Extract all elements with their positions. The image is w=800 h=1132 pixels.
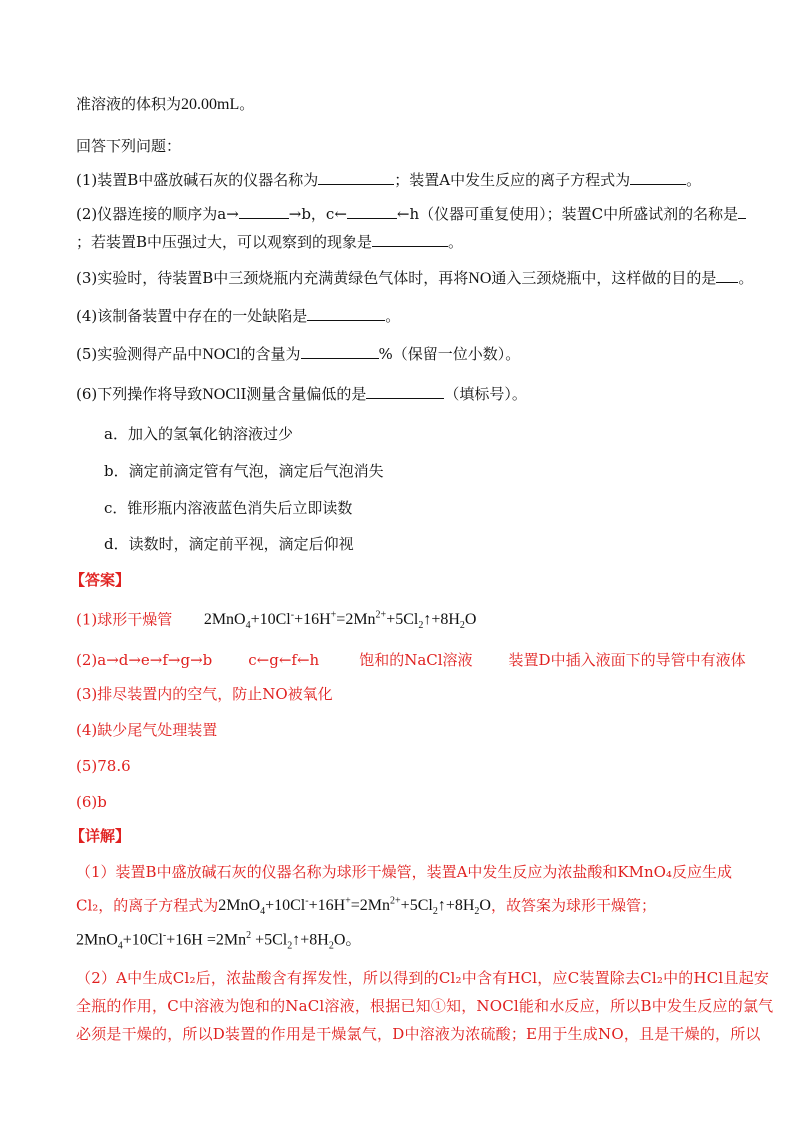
question-3 — [76, 268, 753, 289]
q4-blank[interactable] — [307, 306, 385, 321]
q5-nocl: NOCl — [202, 346, 241, 363]
q4-text-b: 。 — [385, 307, 401, 325]
answer-2-part-1: (2)a→d→e→f→g→b — [76, 651, 213, 669]
answer-4: (4)缺少尾气处理装置 — [76, 721, 218, 739]
question-1 — [76, 170, 701, 190]
answer-5: (5)78.6 — [76, 757, 131, 775]
q3-text-b: 通入三颈烧瓶中，这样做的目的是 — [491, 269, 717, 287]
answer-2-part-3: 饱和的NaCl溶液 — [359, 651, 473, 669]
volume-value: 20.00mL — [181, 96, 240, 113]
detail-p2-line-2: 全瓶的作用，C中溶液为饱和的NaCl溶液，根据已知①知，NOCl能和水反应，所以B中发生反应的氯气 — [76, 997, 774, 1015]
q1-blank-2[interactable] — [630, 170, 686, 185]
detail-heading: 【详解】 — [70, 827, 131, 845]
intro-text: 准溶液的体积为 — [76, 95, 182, 113]
detail-p2-line-3: 必须是干燥的，所以D装置的作用是干燥氯气，D中溶液为浓硫酸；E用于生成NO，且是干燥的，所以 — [76, 1025, 761, 1043]
q6-text-b: I测量含量偏低的是 — [240, 385, 367, 403]
detail-p1-line-3-equation: $2MnO_4+10Cl^-+16H =2Mn^2$ $+5Cl_2↑+8H_2O$。 — [76, 930, 362, 952]
intro-period: 。 — [239, 95, 255, 113]
q2-text-c: ←h（仪器可重复使用）；装置C中所盛试剂的名称是 — [396, 205, 739, 223]
question-2-line-1 — [76, 204, 746, 224]
q1-text-c: 。 — [686, 171, 702, 189]
q1-text-a: (1)装置B中盛放碱石灰的仪器名称为 — [76, 171, 319, 189]
option-d: d．读数时，滴定前平视，滴定后仰视 — [104, 535, 354, 553]
detail-p1-text-b: ，故答案为球形干燥管； — [490, 896, 656, 915]
q3-no: NO — [468, 270, 492, 287]
q2-blank-4[interactable] — [372, 232, 448, 247]
option-b: b．滴定前滴定管有气泡，滴定后气泡消失 — [104, 462, 384, 480]
q1-text-b: ；装置A中发生反应的离子方程式为 — [394, 171, 631, 189]
q6-nocl: NOCl — [202, 386, 241, 403]
question-6 — [76, 384, 527, 405]
answer-1-text: (1)球形干燥管 — [76, 610, 173, 629]
q2-text-e: 。 — [448, 233, 464, 251]
detail-p1-line-1: （1）装置B中盛放碱石灰的仪器名称为球形干燥管，装置A中发生反应为浓盐酸和KMnO₄反应生成 — [76, 863, 732, 881]
q3-text-c: 。 — [738, 269, 754, 287]
answer-6: (6)b — [76, 793, 107, 811]
detail-p2-line-1: （2）A中生成Cl₂后，浓盐酸含有挥发性，所以得到的Cl₂中含有HCl，应C装置除去Cl₂中的HCl且起安 — [76, 969, 770, 987]
answer-2-part-4: 装置D中插入液面下的导管中有液体 — [508, 651, 746, 669]
q2-text-b: →b，c← — [288, 205, 347, 223]
q2-text-d: ；若装置B中压强过大，可以观察到的现象是 — [76, 233, 373, 251]
answer-1-equation: $2MnO_4+10Cl^-+16H^+=2Mn^{2+}+5Cl_2↑+8H_2O$ — [203, 610, 477, 632]
q2-text-a: (2)仪器连接的顺序为a→ — [76, 205, 239, 223]
q6-text-c: （填标号）。 — [444, 385, 527, 403]
question-2-line-2 — [76, 232, 463, 252]
q2-blank-3[interactable] — [738, 204, 746, 219]
q6-text-a: (6)下列操作将导致 — [76, 385, 203, 403]
q5-blank[interactable] — [301, 344, 379, 359]
q5-text-a: (5)实验测得产品中 — [76, 345, 203, 363]
detail-p1-text-a: Cl₂，的离子方程式为 — [76, 896, 219, 915]
answer-2 — [76, 650, 746, 670]
q3-blank[interactable] — [716, 268, 738, 283]
intro-line — [76, 94, 254, 115]
q1-blank-1[interactable] — [318, 170, 394, 185]
q5-text-b: 的含量为 — [240, 345, 301, 363]
q5-text-c: %（保留一位小数）。 — [378, 345, 521, 363]
option-c: c．锥形瓶内溶液蓝色消失后立即读数 — [104, 499, 353, 517]
question-5 — [76, 344, 520, 365]
answer-prompt: 回答下列问题： — [76, 137, 182, 155]
question-4 — [76, 306, 400, 326]
q2-blank-2[interactable] — [347, 204, 397, 219]
answer-2-part-2: c←g←f←h — [248, 651, 320, 669]
q2-blank-1[interactable] — [239, 204, 289, 219]
answer-1 — [76, 606, 476, 637]
answer-heading: 【答案】 — [70, 571, 131, 589]
q4-text-a: (4)该制备装置中存在的一处缺陷是 — [76, 307, 308, 325]
q6-blank[interactable] — [366, 384, 444, 399]
detail-p1-line-2 — [76, 892, 656, 923]
answer-3: (3)排尽装置内的空气，防止NO被氧化 — [76, 685, 333, 703]
detail-p1-equation: $2MnO_4+10Cl^-+16H^+=2Mn^{2+}+5Cl_2↑+8H_2O$ — [218, 896, 491, 918]
q3-text-a: (3)实验时，待装置B中三颈烧瓶内充满黄绿色气体时，再将 — [76, 269, 469, 287]
option-a: a．加入的氢氧化钠溶液过少 — [104, 425, 293, 443]
